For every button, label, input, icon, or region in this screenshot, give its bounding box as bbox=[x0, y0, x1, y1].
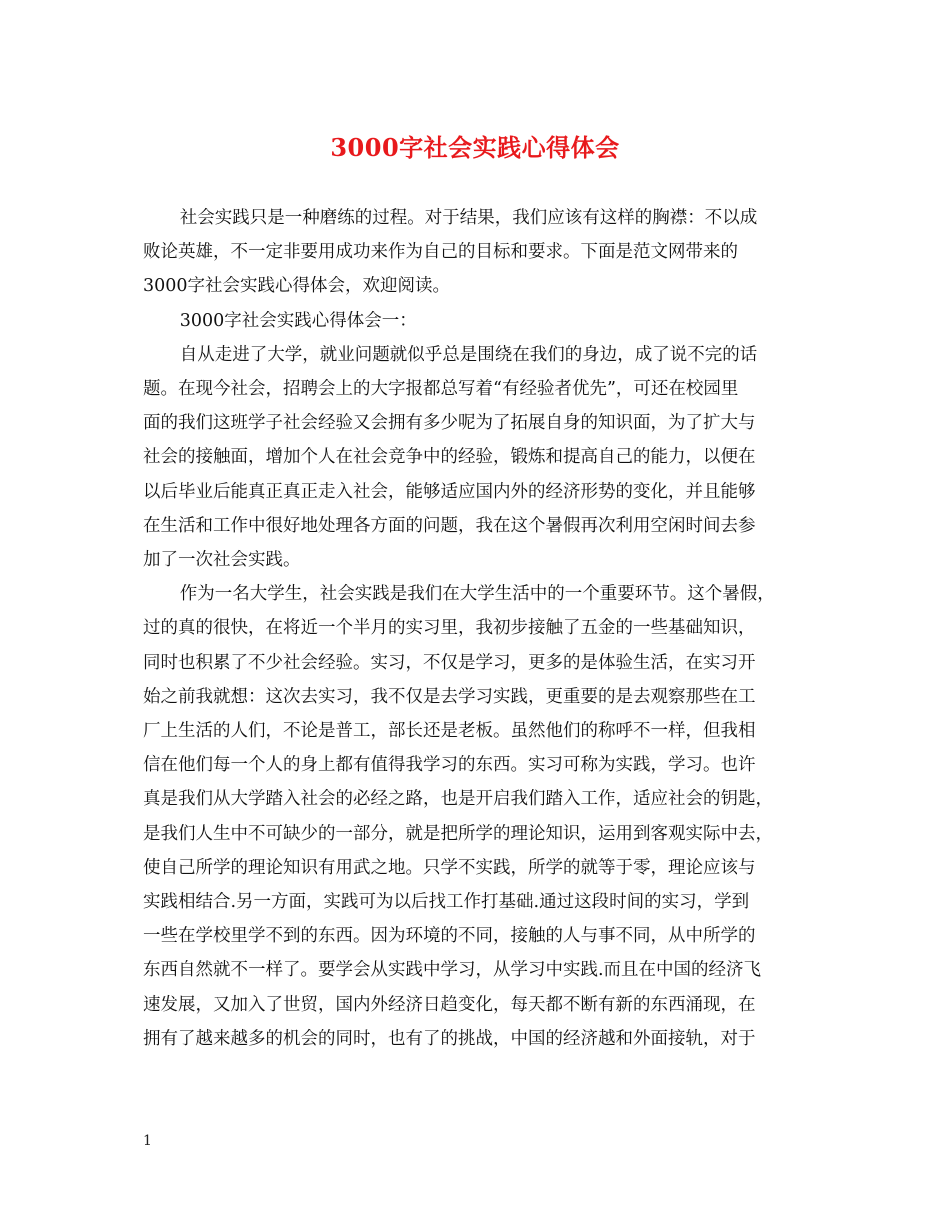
text-line: 东西自然就不一样了。要学会从实践中学习，从学习中实践.而且在中国的经济飞 bbox=[143, 960, 762, 981]
text-line: 信在他们每一个人的身上都有值得我学习的东西。实习可称为实践，学习。也许 bbox=[143, 755, 756, 776]
document-title: 3000字社会实践心得体会 bbox=[330, 133, 620, 162]
text-line: 在生活和工作中很好地处理各方面的问题，我在这个暑假再次利用空闲时间去参 bbox=[143, 515, 756, 536]
text-line: 同时也积累了不少社会经验。实习，不仅是学习，更多的是体验生活，在实习开 bbox=[143, 652, 756, 673]
text-line: 一些在学校里学不到的东西。因为环境的不同，接触的人与事不同，从中所学的 bbox=[143, 926, 756, 947]
text-line: 加了一次社会实践。 bbox=[143, 550, 301, 571]
document-body bbox=[143, 201, 815, 1056]
text-line: 以后毕业后能真正真正走入社会，能够适应国内外的经济形势的变化，并且能够 bbox=[143, 481, 756, 502]
paragraph-intro bbox=[143, 201, 815, 304]
text-line: 过的真的很快，在将近一个半月的实习里，我初步接触了五金的一些基础知识， bbox=[143, 618, 756, 639]
text-line: 始之前我就想：这次去实习，我不仅是去学习实践，更重要的是去观察那些在工 bbox=[143, 686, 756, 707]
text-line: 社会的接触面，增加个人在社会竞争中的经验，锻炼和提高自己的能力，以便在 bbox=[143, 447, 756, 468]
text-line: 是我们人生中不可缺少的一部分，就是把所学的理论知识，运用到客观实际中去， bbox=[143, 823, 773, 844]
text-line: 厂上生活的人们，不论是普工，部长还是老板。虽然他们的称呼不一样，但我相 bbox=[143, 721, 756, 742]
text-line: 速发展，又加入了世贸，国内外经济日趋变化，每天都不断有新的东西涌现，在 bbox=[143, 994, 756, 1015]
text-line: 社会实践只是一种磨练的过程。对于结果，我们应该有这样的胸襟：不以成 bbox=[179, 208, 758, 228]
page-number: 1 bbox=[143, 1133, 152, 1149]
paragraph-section-heading bbox=[143, 304, 815, 338]
text-line: 实践相结合.另一方面，实践可为以后找工作打基础.通过这段时间的实习，学到 bbox=[143, 892, 750, 913]
text-line: 使自己所学的理论知识有用武之地。只学不实践，所学的就等于零，理论应该与 bbox=[143, 857, 756, 878]
text-line: 3000字社会实践心得体会一： bbox=[179, 310, 417, 331]
text-line: 题。在现今社会，招聘会上的大字报都总写着“有经验者优先”，可还在校园里 bbox=[143, 379, 739, 400]
text-line: 3000字社会实践心得体会，欢迎阅读。 bbox=[143, 276, 451, 297]
text-line: 败论英雄，不一定非要用成功来作为自己的目标和要求。下面是范文网带来的 bbox=[143, 242, 738, 263]
text-line: 拥有了越来越多的机会的同时，也有了的挑战，中国的经济越和外面接轨，对于 bbox=[143, 1028, 756, 1049]
text-line: 自从走进了大学，就业问题就似乎总是围绕在我们的身边，成了说不完的话 bbox=[179, 344, 758, 365]
text-line: 真是我们从大学踏入社会的必经之路，也是开启我们踏入工作，适应社会的钥匙， bbox=[143, 789, 773, 810]
paragraph-body-1 bbox=[143, 338, 815, 577]
text-line: 面的我们这班学子社会经验又会拥有多少呢为了拓展自身的知识面，为了扩大与 bbox=[143, 413, 756, 434]
text-line: 作为一名大学生，社会实践是我们在大学生活中的一个重要环节。这个暑假， bbox=[179, 584, 775, 605]
paragraph-body-2 bbox=[143, 577, 815, 1056]
